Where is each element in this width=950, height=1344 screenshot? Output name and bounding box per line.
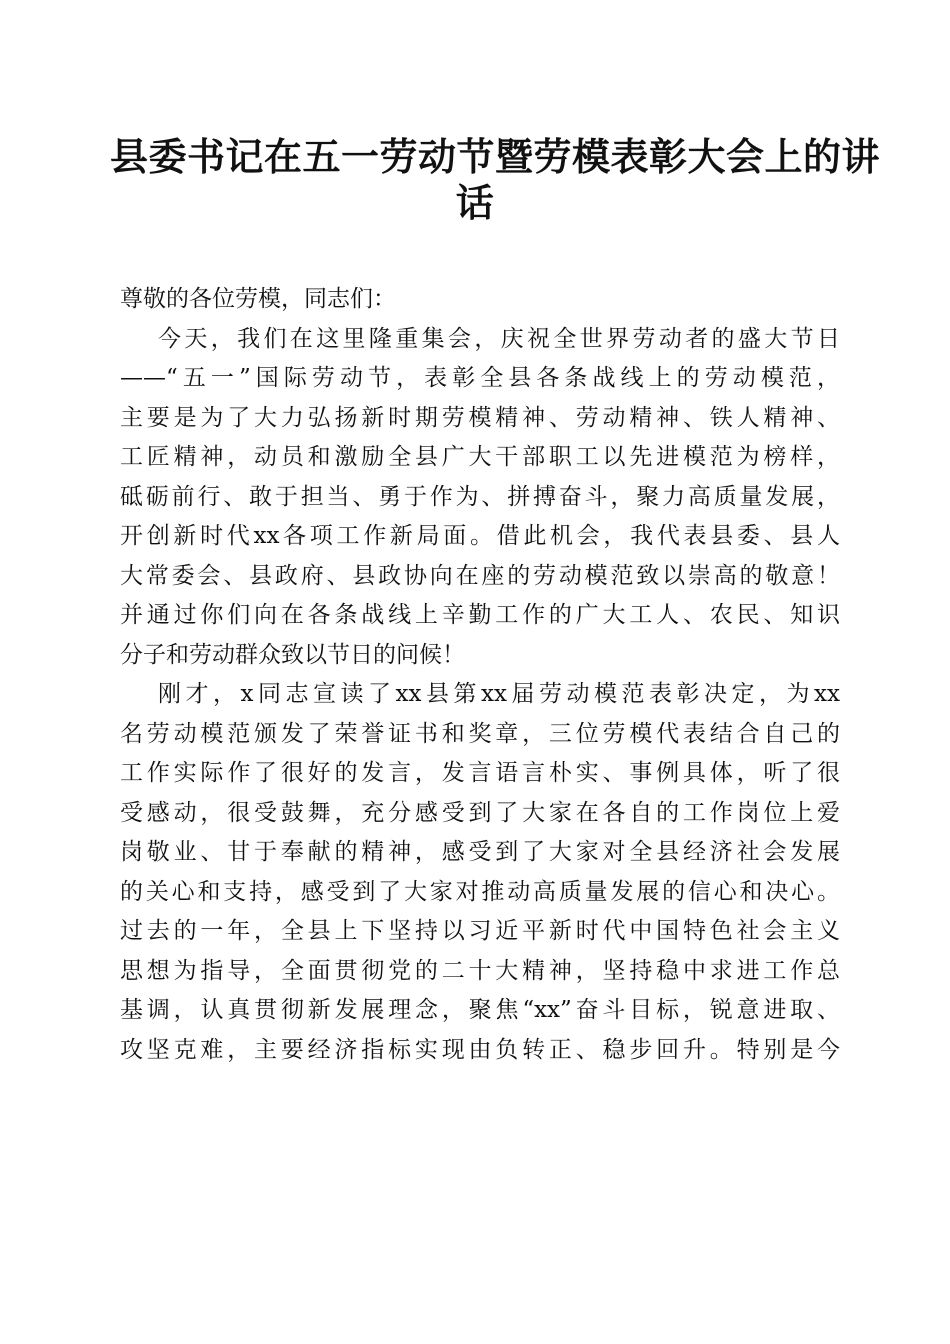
paragraph-2-line: 工作实际作了很好的发言，发言语言朴实、事例具体，听了很 — [120, 760, 840, 786]
document-body — [120, 280, 840, 1070]
salutation: 尊敬的各位劳模，同志们： — [120, 286, 396, 312]
paragraph-1-line: 大常委会、县政府、县政协向在座的劳动模范致以崇高的敬意！ — [120, 562, 840, 589]
paragraph-2-line: 岗敬业、甘于奉献的精神，感受到了大家对全县经济社会发展 — [120, 839, 840, 865]
paragraph-2-line: 受感动，很受鼓舞，充分感受到了大家在各自的工作岗位上爱 — [120, 799, 840, 826]
paragraph-1-line: ——“五一”国际劳动节，表彰全县各条战线上的劳动模范， — [120, 365, 840, 391]
paragraph-2-line: 刚才，x同志宣读了xx县第xx届劳动模范表彰决定，为xx — [158, 681, 840, 707]
paragraph-1-line: 分子和劳动群众致以节日的问候！ — [120, 641, 465, 668]
paragraph-2-line: 思想为指导，全面贯彻党的二十大精神，坚持稳中求进工作总 — [120, 957, 840, 984]
paragraph-2-line: 攻坚克难，主要经济指标实现由负转正、稳步回升。特别是今 — [120, 1036, 840, 1063]
paragraph-1-line: 开创新时代xx各项工作新局面。借此机会，我代表县委、县人 — [120, 523, 840, 549]
paragraph-2 — [120, 675, 840, 1070]
paragraph-2-line: 基调，认真贯彻新发展理念，聚焦“xx”奋斗目标，锐意进取、 — [120, 997, 840, 1023]
paragraph-1-line: 砥砺前行、敢于担当、勇于作为、拼搏奋斗，聚力高质量发展， — [120, 483, 840, 510]
paragraph-1-line: 工匠精神，动员和激励全县广大干部职工以先进模范为榜样， — [120, 444, 840, 470]
title-line-2: 话 — [455, 180, 495, 225]
paragraph-1-line: 并通过你们向在各条战线上辛勤工作的广大工人、农民、知识 — [120, 602, 840, 628]
document-title — [110, 134, 881, 226]
paragraph-2-line: 过去的一年，全县上下坚持以习近平新时代中国特色社会主义 — [120, 918, 840, 944]
paragraph-1 — [120, 320, 840, 676]
paragraph-1-line: 主要是为了大力弘扬新时期劳模精神、劳动精神、铁人精神、 — [120, 404, 840, 431]
paragraph-2-line: 名劳动模范颁发了荣誉证书和奖章，三位劳模代表结合自己的 — [120, 720, 840, 747]
paragraph-2-line: 的关心和支持，感受到了大家对推动高质量发展的信心和决心。 — [120, 878, 840, 905]
paragraph-1-line: 今天，我们在这里隆重集会，庆祝全世界劳动者的盛大节日 — [158, 325, 840, 352]
title-line-1: 县委书记在五一劳动节暨劳模表彰大会上的讲 — [110, 134, 881, 179]
